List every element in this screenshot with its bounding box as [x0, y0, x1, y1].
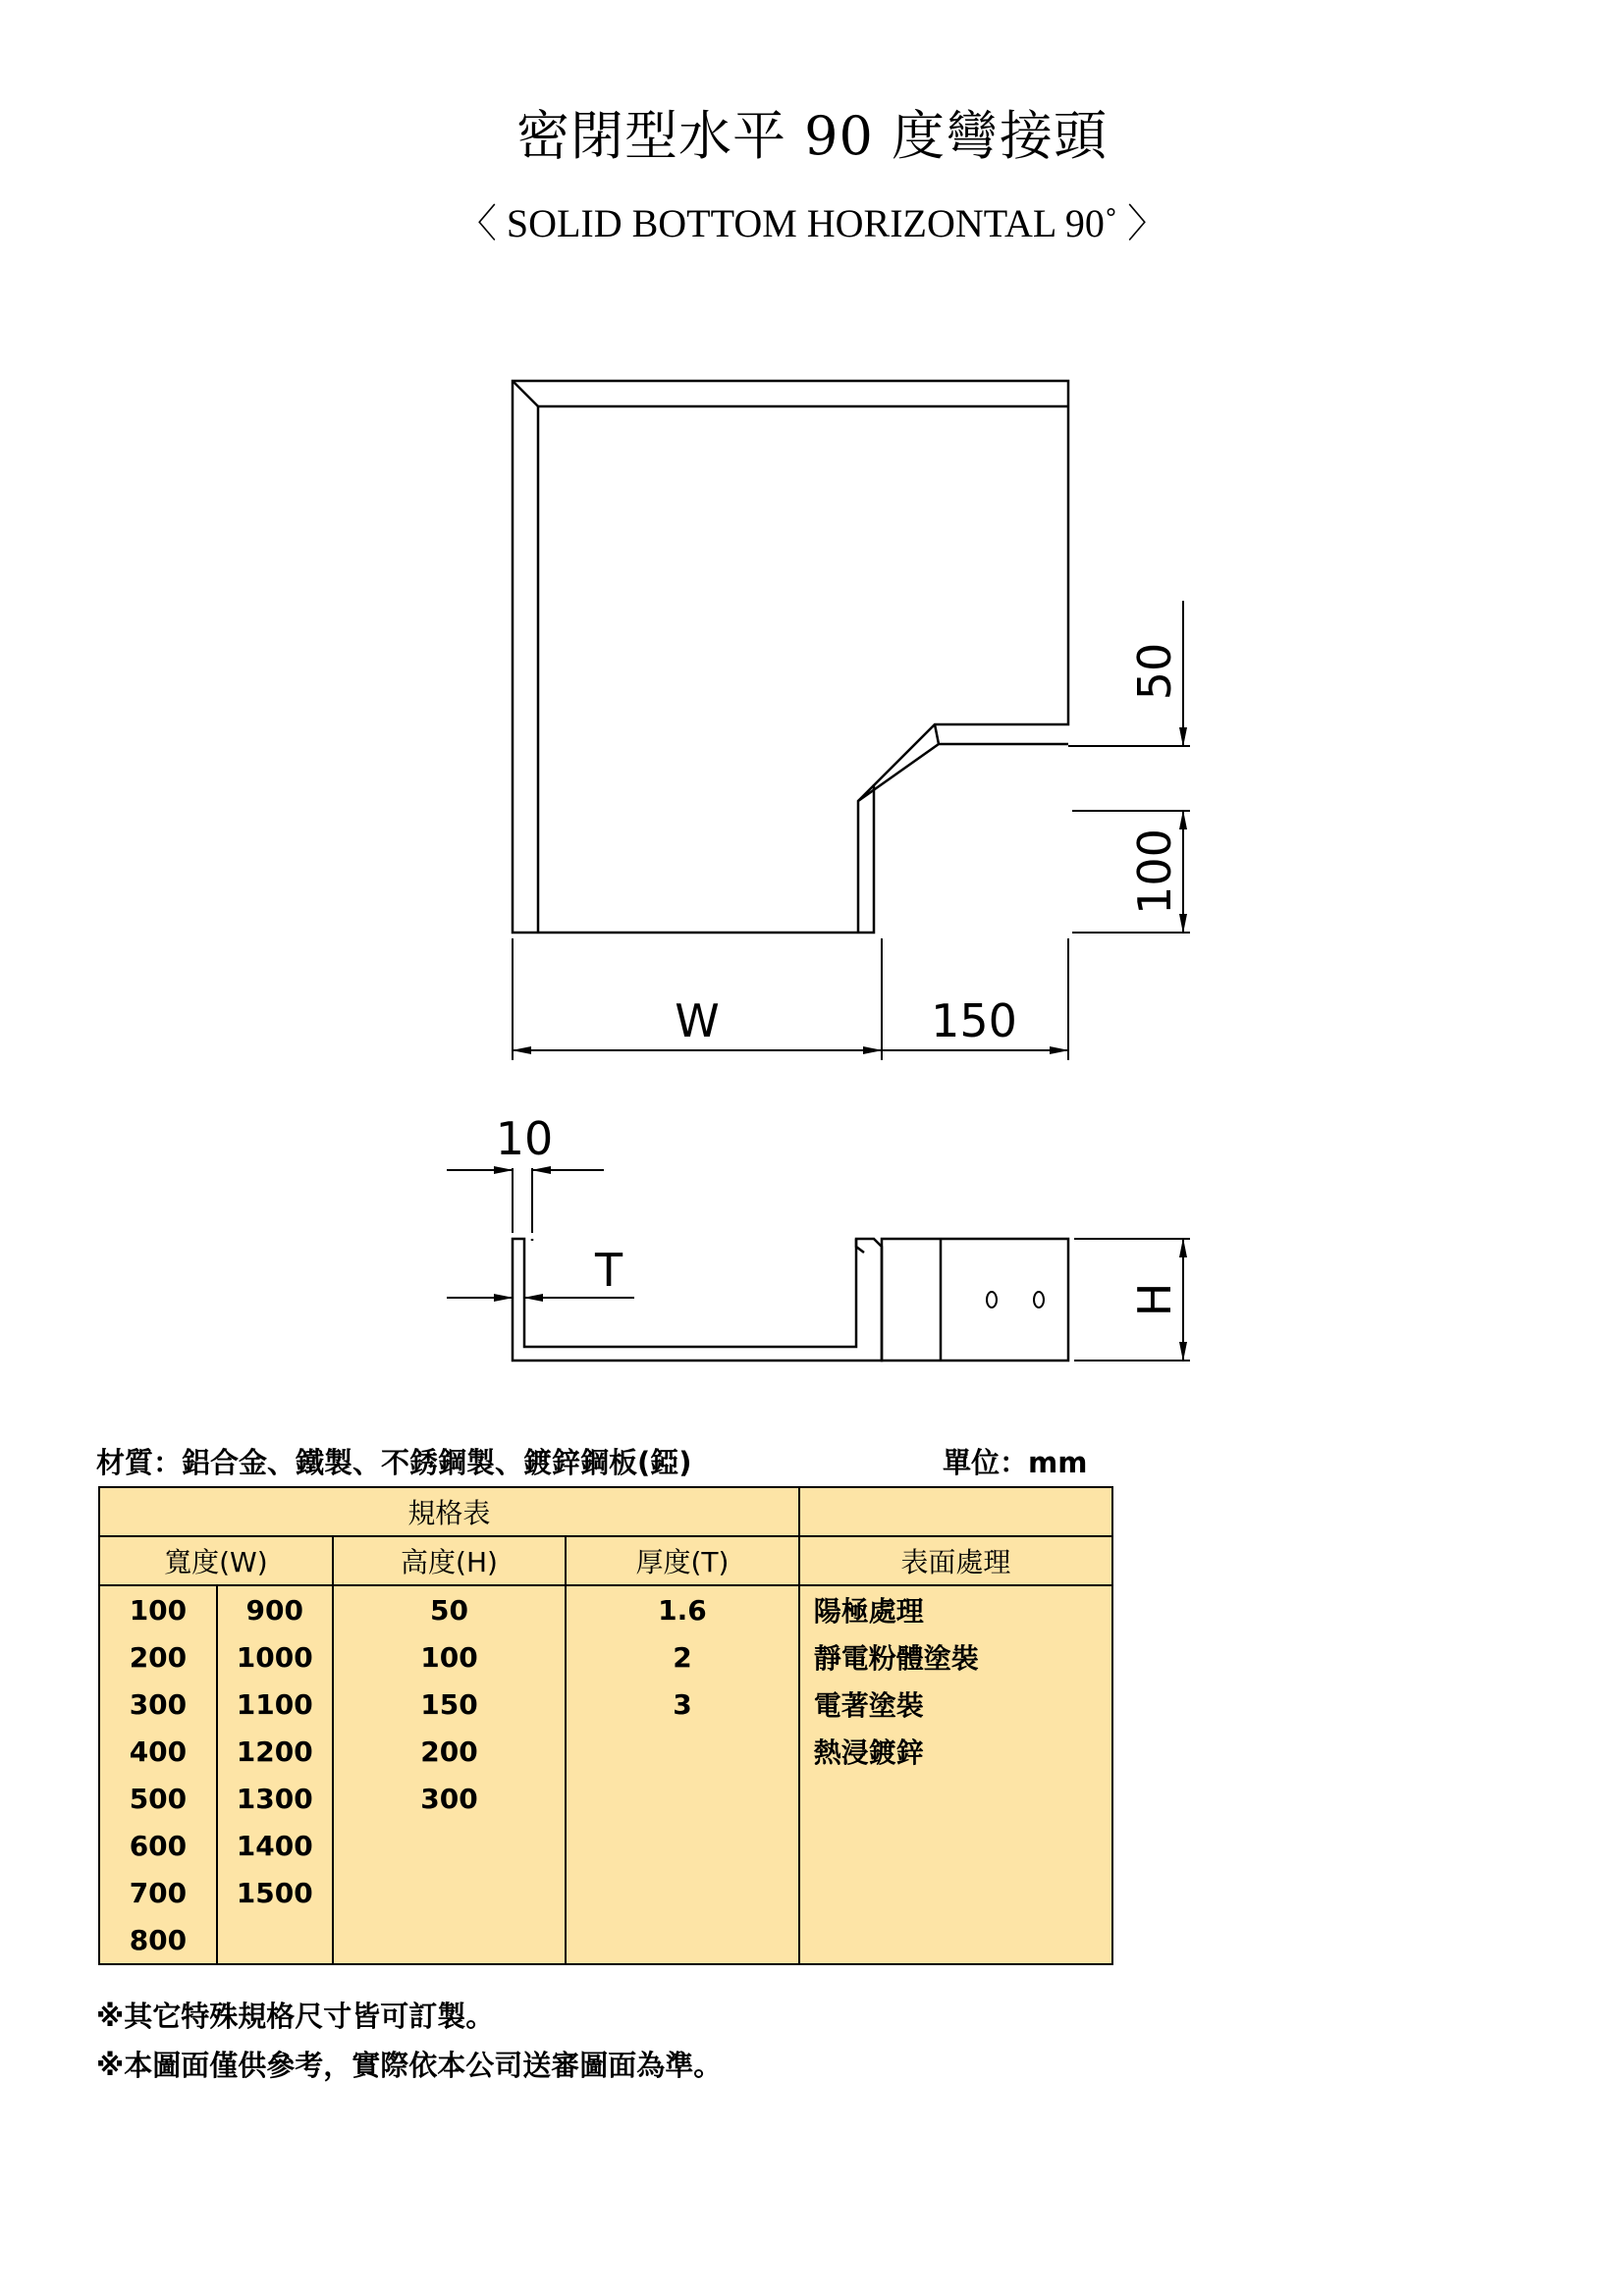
top-view-outline — [513, 381, 1068, 933]
cell-surface — [799, 1916, 1112, 1964]
cell-width-a: 600 — [99, 1822, 217, 1869]
page-title: 密閉型水平 90 度彎接頭 — [515, 105, 1109, 167]
cell-width-b: 1400 — [217, 1822, 333, 1869]
cell-width-a: 200 — [99, 1633, 217, 1681]
unit-label: 單位：mm — [943, 1446, 1088, 1479]
table-row — [99, 1775, 1112, 1822]
cell-thickness: 2 — [566, 1633, 798, 1681]
cell-surface: 靜電粉體塗裝 — [799, 1633, 1112, 1681]
table-row — [99, 1728, 1112, 1775]
cell-surface: 熱浸鍍鋅 — [799, 1728, 1112, 1775]
table-row — [99, 1822, 1112, 1869]
dim-10-label: 10 — [495, 1112, 554, 1165]
cell-width-b: 1200 — [217, 1728, 333, 1775]
cell-width-b: 1300 — [217, 1775, 333, 1822]
cell-thickness — [566, 1822, 798, 1869]
page-subtitle: 〈 SOLID BOTTOM HORIZONTAL 90˚ 〉 — [457, 201, 1167, 245]
cell-width-b: 900 — [217, 1585, 333, 1633]
cell-width-a: 100 — [99, 1585, 217, 1633]
cell-height — [333, 1822, 567, 1869]
cell-thickness — [566, 1775, 798, 1822]
cell-height — [333, 1916, 567, 1964]
cell-height — [333, 1869, 567, 1916]
spec-caption-row — [99, 1487, 1112, 1536]
cell-width-b: 1500 — [217, 1869, 333, 1916]
cell-width-a: 400 — [99, 1728, 217, 1775]
section-end-plate — [882, 1239, 1068, 1361]
header-height: 高度(H) — [333, 1536, 567, 1585]
cell-width-b: 1100 — [217, 1681, 333, 1728]
header-surface: 表面處理 — [799, 1536, 1112, 1585]
cell-height: 200 — [333, 1728, 567, 1775]
dim-150-label: 150 — [931, 994, 1017, 1047]
cell-thickness: 1.6 — [566, 1585, 798, 1633]
cell-surface: 陽極處理 — [799, 1585, 1112, 1633]
top-view-inner-flange — [538, 406, 1068, 933]
header-thickness: 厚度(T) — [566, 1536, 798, 1585]
table-row — [99, 1633, 1112, 1681]
cell-width-a: 800 — [99, 1916, 217, 1964]
dim-w-label: W — [675, 994, 720, 1047]
cell-width-a: 700 — [99, 1869, 217, 1916]
spec-caption: 規格表 — [99, 1487, 799, 1536]
dim-100-label: 100 — [1128, 828, 1181, 915]
dim-h-label: H — [1128, 1282, 1181, 1317]
dim-t-label: T — [594, 1244, 623, 1297]
header-width: 寬度(W) — [99, 1536, 333, 1585]
cell-surface: 電著塗裝 — [799, 1681, 1112, 1728]
cell-thickness — [566, 1916, 798, 1964]
spec-table — [98, 1486, 1113, 1965]
spec-header-row — [99, 1536, 1112, 1585]
table-row — [99, 1916, 1112, 1964]
section-view-outline — [513, 1239, 882, 1361]
table-row — [99, 1869, 1112, 1916]
cell-surface — [799, 1775, 1112, 1822]
cell-surface — [799, 1869, 1112, 1916]
cell-thickness — [566, 1869, 798, 1916]
cell-height: 150 — [333, 1681, 567, 1728]
cell-width-b — [217, 1916, 333, 1964]
cell-height: 300 — [333, 1775, 567, 1822]
cell-surface — [799, 1822, 1112, 1869]
note-reference-only: ※本圖面僅供參考，實際依本公司送審圖面為準。 — [96, 2049, 723, 2082]
table-row — [99, 1681, 1112, 1728]
note-custom-sizes: ※其它特殊規格尺寸皆可訂製。 — [96, 2000, 495, 2033]
cell-width-a: 300 — [99, 1681, 217, 1728]
dim-50-label: 50 — [1128, 642, 1181, 701]
cell-width-b: 1000 — [217, 1633, 333, 1681]
cell-height: 100 — [333, 1633, 567, 1681]
cell-width-a: 500 — [99, 1775, 217, 1822]
table-row — [99, 1585, 1112, 1633]
cell-thickness — [566, 1728, 798, 1775]
cell-thickness: 3 — [566, 1681, 798, 1728]
cell-height: 50 — [333, 1585, 567, 1633]
material-line: 材質：鋁合金、鐵製、不銹鋼製、鍍鋅鋼板(錏) — [96, 1446, 692, 1479]
spec-caption-blank — [799, 1487, 1112, 1536]
